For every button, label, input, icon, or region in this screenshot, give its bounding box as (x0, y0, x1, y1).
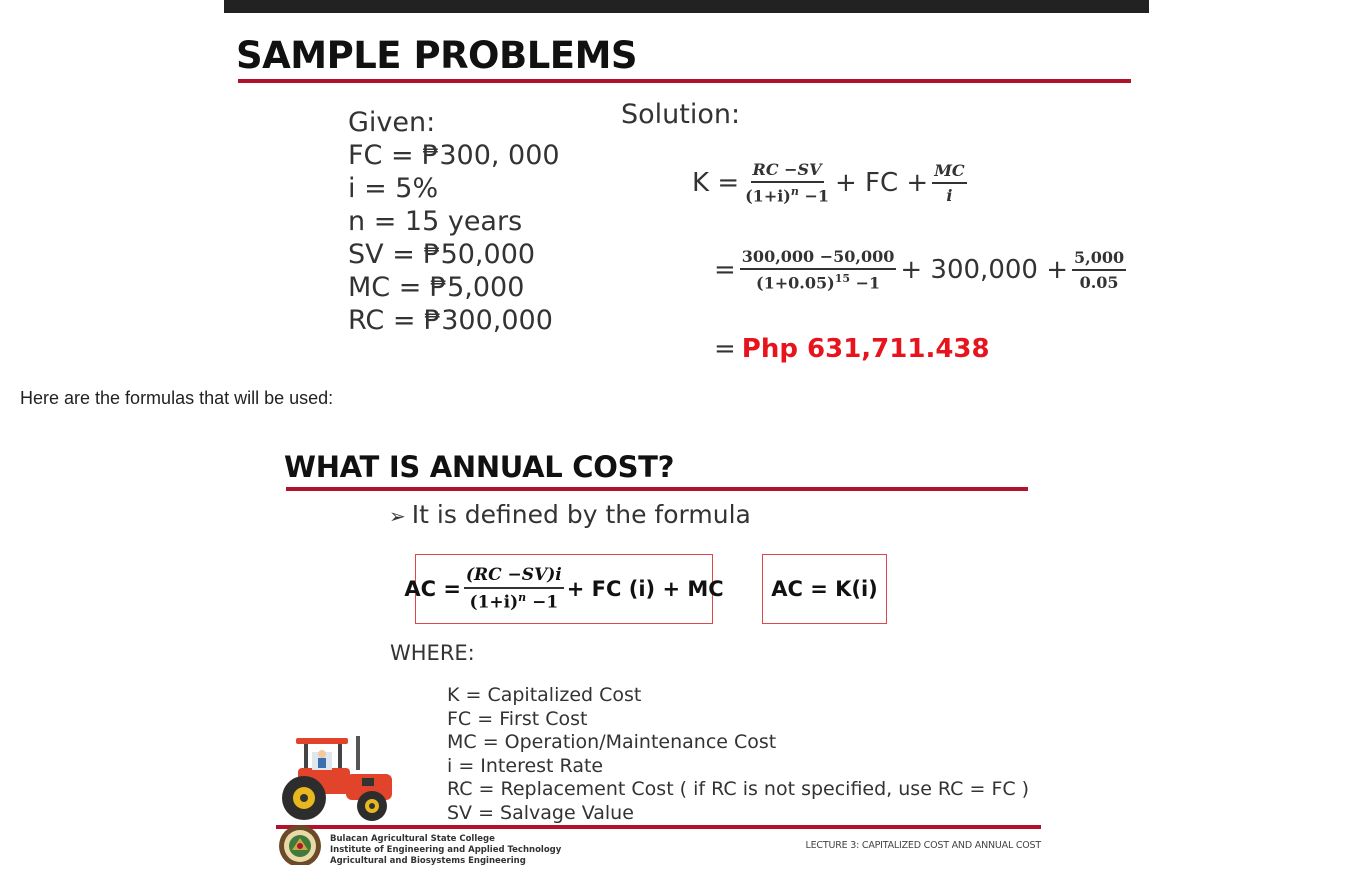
tractor-icon (276, 732, 396, 824)
slide-top-bar (224, 0, 1149, 13)
fraction (743, 160, 831, 205)
definition-item: i = Interest Rate (447, 754, 604, 777)
bullet-point (389, 500, 751, 529)
formula-tail: + FC (i) + MC (566, 577, 724, 601)
institution-line: Bulacan Agricultural State College (330, 834, 495, 844)
definition-item: FC = First Cost (447, 707, 588, 730)
fraction (740, 247, 897, 292)
fraction-numerator: (RC −SV)i (464, 565, 564, 589)
equation-result (714, 334, 990, 364)
den-base: (1+i) (745, 186, 791, 206)
definition-item: MC = Operation/Maintenance Cost (447, 731, 777, 753)
fraction (1072, 248, 1126, 292)
slide-sample-problems (224, 0, 1149, 372)
definition-item: SV = Salvage Value (447, 801, 634, 824)
den-exponent: n (518, 591, 527, 605)
annual-cost-formula-box (404, 554, 724, 624)
solution-label: Solution: (621, 99, 741, 130)
den-exponent: 15 (834, 272, 851, 285)
fraction (464, 565, 564, 613)
bullet-text: It is defined by the formula (411, 500, 751, 529)
equation-lhs: = (714, 254, 736, 285)
footer-institution (330, 834, 561, 865)
given-item: i = 5% (348, 173, 439, 204)
given-item: n = 15 years (348, 206, 523, 237)
fraction-denominator (754, 270, 882, 292)
equation-lhs: K = (692, 167, 740, 198)
where-label: WHERE: (390, 641, 475, 665)
equation-middle: + 300,000 + (900, 254, 1068, 285)
college-seal-logo (278, 824, 322, 865)
fraction-numerator: 300,000 −50,000 (740, 247, 897, 270)
given-item: SV = ₱50,000 (348, 239, 536, 270)
den-tail: −1 (798, 186, 829, 206)
annual-cost-k-formula-box (762, 554, 887, 624)
institution-line: Institute of Engineering and Applied Technology (330, 845, 562, 855)
title-underline (286, 487, 1028, 491)
slide-annual-cost (276, 440, 1051, 865)
body-paragraph: Here are the formulas that will be used: (20, 388, 334, 408)
footer-lecture-title: LECTURE 3: CAPITALIZED COST AND ANNUAL COST (805, 840, 1041, 851)
fraction-numerator: RC −SV (751, 160, 824, 183)
equation-capitalized-cost (692, 160, 971, 205)
den-tail: −1 (850, 273, 881, 293)
fraction-denominator: 0.05 (1079, 272, 1119, 292)
equation-middle: + FC + (834, 167, 929, 198)
den-tail: −1 (526, 592, 559, 613)
den-base: (1+i) (469, 592, 519, 613)
definition-item: RC = Replacement Cost ( if RC is not specified, use RC = FC ) (447, 778, 1030, 800)
footer-divider (276, 825, 1041, 829)
given-label: Given: (348, 107, 436, 138)
equation-substitution (714, 247, 1130, 292)
fraction-denominator (743, 183, 831, 205)
formula-text: AC = K(i) (771, 577, 878, 601)
definitions-list (447, 684, 1029, 825)
slide-title: SAMPLE PROBLEMS (236, 34, 638, 77)
arrow-bullet-icon: ➢ (389, 504, 406, 528)
title-underline (238, 79, 1131, 83)
den-exponent: n (790, 185, 799, 198)
fraction-numerator: MC (932, 161, 966, 184)
formula-lhs: AC = (404, 577, 461, 601)
fraction-denominator: i (946, 185, 953, 205)
given-item: MC = ₱5,000 (348, 272, 525, 303)
fraction-numerator: 5,000 (1072, 248, 1126, 271)
given-item: RC = ₱300,000 (348, 305, 553, 336)
given-item: FC = ₱300, 000 (348, 140, 560, 171)
fraction (932, 161, 966, 205)
slide-title: WHAT IS ANNUAL COST? (284, 450, 675, 484)
definition-item: K = Capitalized Cost (447, 684, 642, 706)
institution-line: Agricultural and Biosystems Engineering (330, 856, 526, 865)
equation-lhs: = (714, 334, 736, 364)
den-base: (1+0.05) (756, 273, 835, 293)
fraction-denominator (468, 589, 561, 613)
given-block (348, 106, 560, 337)
answer-value: Php 631,711.438 (741, 334, 990, 364)
